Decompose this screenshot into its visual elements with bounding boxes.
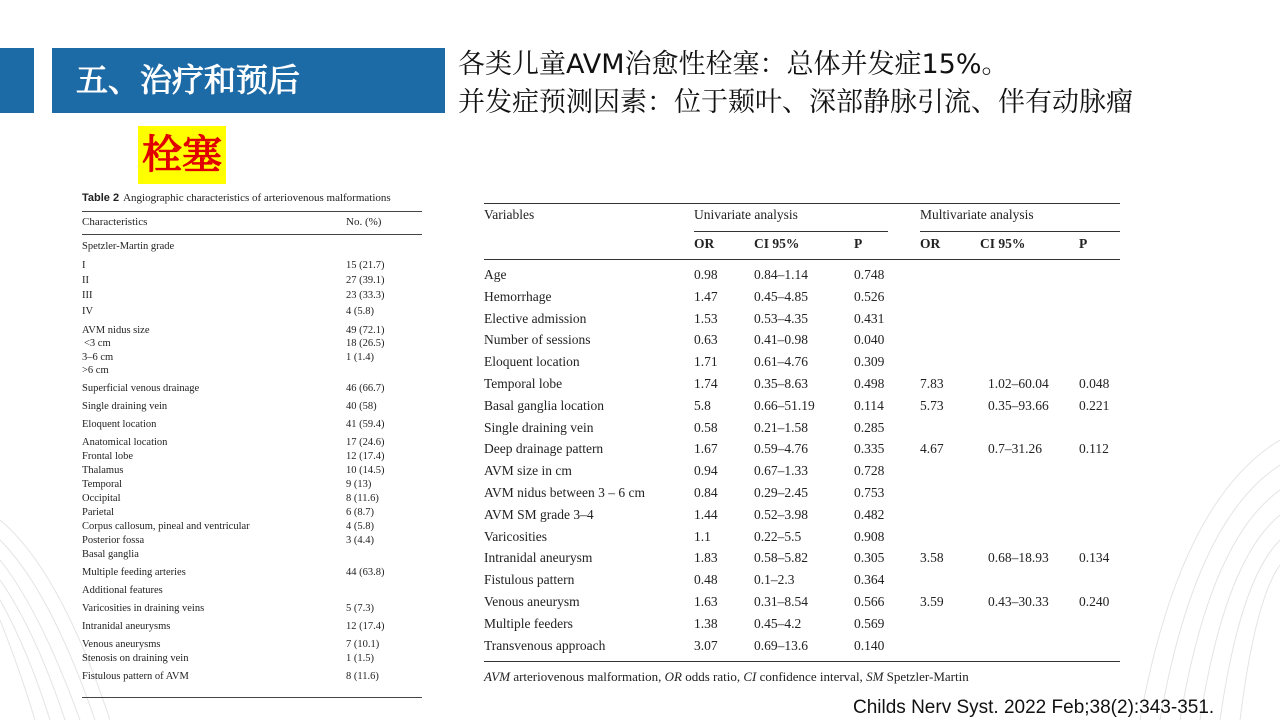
header-multivariate: Multivariate analysis	[920, 207, 1034, 222]
univariate-or: 0.94	[694, 463, 718, 479]
summary-line-1: 各类儿童AVM治愈性栓塞：总体并发症15%。	[458, 49, 1009, 80]
univariate-ci: 0.61–4.76	[754, 354, 808, 370]
multivariate-or: 5.73	[920, 397, 944, 413]
characteristic-label: Superficial venous drainage	[82, 383, 200, 394]
footnote-definition: Spetzler-Martin	[883, 669, 969, 684]
characteristic-label: III	[82, 290, 93, 301]
multivariate-ci: 0.35–93.66	[988, 397, 1049, 413]
multivariate-ci: 0.68–18.93	[988, 550, 1049, 566]
univariate-or: 1.1	[694, 528, 711, 544]
count-percent-value: 8 (11.6)	[346, 493, 379, 504]
count-percent-value: 17 (24.6)	[346, 437, 385, 448]
characteristic-label: Fistulous pattern of AVM	[82, 671, 189, 682]
univariate-ci: 0.22–5.5	[754, 528, 802, 544]
univariate-or: 1.67	[694, 441, 718, 457]
multivariate-or: 7.83	[920, 376, 944, 391]
table-body	[82, 235, 422, 695]
univariate-ci: 0.69–13.6	[754, 637, 808, 653]
table-bottom-rule	[82, 697, 422, 698]
univariate-p: 0.566	[854, 594, 885, 609]
univariate-ci: 0.67–1.33	[754, 463, 808, 479]
count-percent-value: 27 (39.1)	[346, 275, 385, 286]
variable-name: Elective admission	[484, 310, 587, 326]
count-percent-value: 49 (72.1)	[346, 325, 385, 336]
univariate-ci: 0.21–1.58	[754, 419, 808, 435]
variable-name: Hemorrhage	[484, 288, 552, 304]
characteristic-label: 3–6 cm	[82, 352, 114, 363]
univariate-ci: 0.53–4.35	[754, 310, 808, 326]
univariate-or: 0.58	[694, 419, 718, 435]
univariate-p: 0.482	[854, 506, 885, 522]
table-caption-text: Angiographic characteristics of arteriovenous malformations	[123, 192, 391, 204]
characteristic-label: Parietal	[82, 507, 115, 518]
univariate-ci: 0.35–8.63	[754, 376, 808, 391]
count-percent-value: 15 (21.7)	[346, 260, 385, 271]
univariate-or: 5.8	[694, 397, 711, 413]
embolization-highlight-tag: 栓塞	[138, 126, 226, 184]
univariate-or: 0.98	[694, 267, 718, 282]
univariate-p: 0.728	[854, 463, 885, 479]
top-rule	[484, 203, 1120, 204]
characteristic-label: Multiple feeding arteries	[82, 567, 186, 578]
count-percent-value: 8 (11.6)	[346, 671, 379, 682]
count-percent-value: 4 (5.8)	[346, 306, 374, 317]
univariate-ci: 0.45–4.85	[754, 288, 808, 304]
footnote-abbreviation: AVM	[484, 669, 511, 684]
univariate-p: 0.748	[854, 267, 885, 282]
count-percent-value: 12 (17.4)	[346, 621, 385, 632]
footnote-abbreviation: SM	[866, 669, 884, 684]
univariate-or: 1.63	[694, 594, 718, 609]
characteristic-label: Intranidal aneurysms	[82, 621, 171, 632]
header-count-percent: No. (%)	[346, 216, 382, 228]
count-percent-value: 12 (17.4)	[346, 451, 385, 462]
footnote-definition: arteriovenous malformation,	[510, 669, 665, 684]
footnote-abbreviation: OR	[664, 669, 682, 684]
characteristic-label: IV	[82, 306, 94, 317]
table-header-row	[82, 211, 422, 235]
multivariate-ci: 0.7–31.26	[988, 441, 1042, 457]
characteristic-label: Spetzler-Martin grade	[82, 241, 175, 252]
count-percent-value: 4 (5.8)	[346, 521, 374, 532]
characteristic-label: Temporal	[82, 479, 123, 490]
table-caption	[82, 192, 422, 204]
variable-name: Multiple feeders	[484, 615, 573, 631]
characteristic-label: II	[82, 275, 89, 286]
characteristic-label: Eloquent location	[82, 419, 157, 430]
subheader-multivariate-p: P	[1079, 236, 1088, 251]
univariate-p: 0.309	[854, 354, 885, 370]
count-percent-value: 7 (10.1)	[346, 639, 380, 650]
univariate-p: 0.335	[854, 441, 885, 457]
characteristic-label: Frontal lobe	[82, 451, 134, 462]
univariate-ci: 0.29–2.45	[754, 485, 808, 500]
count-percent-value: 1 (1.4)	[346, 352, 374, 363]
characteristic-label: Anatomical location	[82, 437, 168, 448]
univariate-ci: 0.31–8.54	[754, 594, 808, 609]
multivariate-p: 0.134	[1079, 550, 1110, 566]
univariate-ci: 0.52–3.98	[754, 506, 808, 522]
multivariate-or: 3.58	[920, 550, 944, 566]
variable-name: Venous aneurysm	[484, 594, 580, 609]
variable-name: Temporal lobe	[484, 376, 563, 391]
univariate-or: 1.47	[694, 288, 718, 304]
regression-table	[484, 203, 1120, 673]
variable-name: Deep drainage pattern	[484, 441, 604, 457]
univariate-p: 0.305	[854, 550, 885, 566]
footnote-abbreviation: CI	[743, 669, 757, 684]
variable-name: Age	[484, 267, 507, 282]
count-percent-value: 10 (14.5)	[346, 465, 385, 476]
subheader-univariate-p: P	[854, 236, 863, 251]
univariate-or: 1.44	[694, 506, 718, 522]
subheader-univariate-ci: CI 95%	[754, 236, 800, 251]
footnote-definition: confidence interval,	[756, 669, 867, 684]
footnote-definition: odds ratio,	[681, 669, 744, 684]
angiographic-characteristics-table	[82, 192, 422, 695]
characteristic-label: AVM nidus size	[82, 325, 150, 336]
multivariate-p: 0.221	[1079, 397, 1110, 413]
univariate-ci: 0.1–2.3	[754, 572, 795, 588]
variable-name: AVM nidus between 3 – 6 cm	[484, 485, 645, 500]
univariate-ci: 0.84–1.14	[754, 267, 808, 282]
header-variables: Variables	[484, 207, 535, 222]
variable-name: Fistulous pattern	[484, 572, 575, 588]
multivariate-rule	[920, 231, 1120, 232]
count-percent-value: 3 (4.4)	[346, 535, 374, 546]
univariate-p: 0.040	[854, 332, 885, 348]
characteristic-label: Single draining vein	[82, 401, 168, 412]
multivariate-ci: 1.02–60.04	[988, 376, 1049, 391]
univariate-rule	[694, 231, 888, 232]
multivariate-p: 0.112	[1079, 441, 1109, 457]
count-percent-value: 9 (13)	[346, 479, 372, 490]
univariate-p: 0.140	[854, 637, 885, 653]
subheader-multivariate-ci: CI 95%	[980, 236, 1026, 251]
count-percent-value: 18 (26.5)	[346, 338, 385, 349]
characteristic-label: <3 cm	[84, 338, 111, 349]
variable-name: Basal ganglia location	[484, 397, 604, 413]
multivariate-or: 3.59	[920, 594, 944, 609]
univariate-p: 0.498	[854, 376, 885, 391]
summary-line-2: 并发症预测因素：位于颞叶、深部静脉引流、伴有动脉瘤	[458, 87, 1133, 118]
header-univariate: Univariate analysis	[694, 207, 798, 222]
characteristic-label: Occipital	[82, 493, 121, 504]
univariate-ci: 0.66–51.19	[754, 397, 815, 413]
characteristic-label: Posterior fossa	[82, 535, 145, 546]
count-percent-value: 41 (59.4)	[346, 419, 385, 430]
characteristic-label: I	[82, 260, 86, 271]
header-characteristics: Characteristics	[82, 216, 148, 228]
background-arcs-right	[1120, 420, 1280, 720]
count-percent-value: 44 (63.8)	[346, 567, 385, 578]
summary-text	[458, 46, 1133, 122]
variable-name: AVM SM grade 3–4	[484, 506, 594, 522]
characteristic-label: Thalamus	[82, 465, 124, 476]
variable-name: AVM size in cm	[484, 463, 572, 479]
univariate-ci: 0.59–4.76	[754, 441, 808, 457]
univariate-p: 0.569	[854, 615, 885, 631]
characteristic-label: Stenosis on draining vein	[82, 653, 189, 664]
univariate-or: 0.63	[694, 332, 718, 348]
univariate-p: 0.114	[854, 397, 884, 413]
multivariate-p: 0.240	[1079, 594, 1110, 609]
count-percent-value: 46 (66.7)	[346, 383, 385, 394]
subheader-multivariate-or: OR	[920, 236, 941, 251]
subheader-univariate-or: OR	[694, 236, 715, 251]
univariate-ci: 0.41–0.98	[754, 332, 808, 348]
univariate-p: 0.908	[854, 528, 885, 544]
count-percent-value: 5 (7.3)	[346, 603, 374, 614]
table-label: Table 2	[82, 192, 120, 204]
univariate-p: 0.285	[854, 419, 885, 435]
univariate-ci: 0.45–4.2	[754, 615, 802, 631]
variable-name: Number of sessions	[484, 332, 591, 348]
characteristic-label: Additional features	[82, 585, 163, 596]
characteristic-label: Venous aneurysms	[82, 639, 161, 650]
univariate-or: 1.38	[694, 615, 718, 631]
univariate-ci: 0.58–5.82	[754, 550, 808, 566]
count-percent-value: 6 (8.7)	[346, 507, 374, 518]
characteristic-label: Varicosities in draining veins	[82, 603, 205, 614]
characteristic-label: Corpus callosum, pineal and ventricular	[82, 521, 250, 532]
bottom-rule	[484, 661, 1120, 662]
multivariate-p: 0.048	[1079, 376, 1110, 391]
variable-name: Varicosities	[484, 528, 547, 544]
multivariate-ci: 0.43–30.33	[988, 594, 1049, 609]
univariate-p: 0.526	[854, 288, 885, 304]
multivariate-or: 4.67	[920, 441, 944, 457]
variable-name: Intranidal aneurysm	[484, 550, 593, 566]
univariate-or: 1.53	[694, 310, 718, 326]
univariate-p: 0.753	[854, 485, 885, 500]
univariate-or: 0.48	[694, 572, 718, 588]
variable-name: Single draining vein	[484, 419, 594, 435]
univariate-or: 1.83	[694, 550, 718, 566]
count-percent-value: 1 (1.5)	[346, 653, 374, 664]
variable-name: Eloquent location	[484, 354, 580, 370]
characteristic-label: >6 cm	[82, 365, 109, 376]
subheader-rule	[484, 259, 1120, 260]
univariate-p: 0.431	[854, 310, 885, 326]
univariate-p: 0.364	[854, 572, 885, 588]
characteristic-label: Basal ganglia	[82, 549, 139, 560]
univariate-or: 1.71	[694, 354, 718, 370]
slide-title: 五、治疗和预后	[52, 48, 445, 113]
variable-name: Transvenous approach	[484, 637, 606, 653]
univariate-or: 0.84	[694, 485, 718, 500]
univariate-or: 1.74	[694, 376, 718, 391]
citation: Childs Nerv Syst. 2022 Feb;38(2):343-351.	[853, 697, 1215, 718]
univariate-or: 3.07	[694, 637, 718, 653]
table-footnote	[484, 669, 969, 685]
count-percent-value: 40 (58)	[346, 401, 377, 412]
count-percent-value: 23 (33.3)	[346, 290, 385, 301]
title-accent-bar	[0, 48, 34, 113]
